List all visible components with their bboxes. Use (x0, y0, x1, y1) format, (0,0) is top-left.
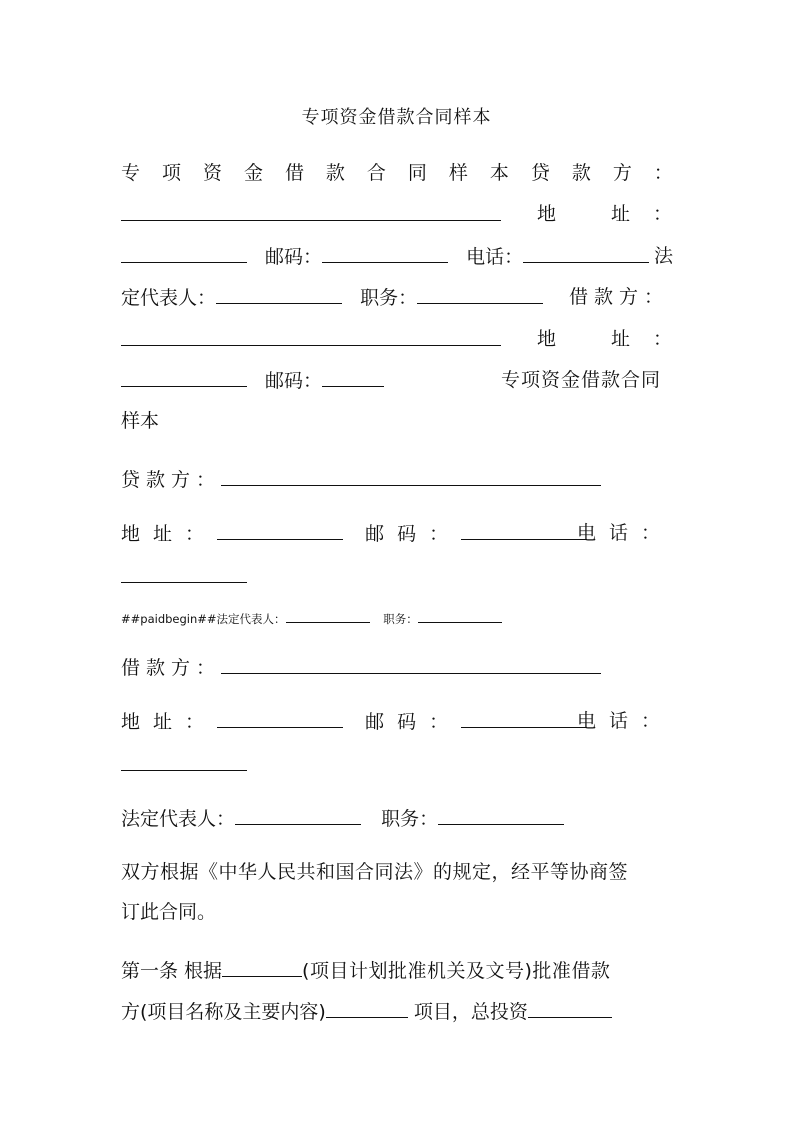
borrower-contact-line: 地址： 邮码： 电话： (121, 706, 673, 736)
approval-blank[interactable] (222, 955, 302, 977)
total-investment-blank[interactable] (528, 996, 612, 1018)
header-line-7: 样本 (121, 410, 160, 432)
lender-phone-blank-line (121, 561, 673, 591)
paid-marker-line: ##paidbegin##法定代表人： 职务： (121, 611, 673, 627)
header-line-5: 地 址 ： (121, 324, 673, 354)
blank-line[interactable] (121, 199, 501, 221)
blank-line[interactable] (322, 241, 448, 263)
legal-rep-line: 法定代表人： 职务： (121, 803, 673, 833)
blank-line[interactable] (121, 324, 501, 346)
blank-line[interactable] (417, 282, 543, 304)
blank-line[interactable] (216, 282, 342, 304)
article-1-line-2: 方(项目名称及主要内容) 项目，总投资 (121, 996, 673, 1026)
lender-line: 贷款方： (121, 464, 673, 494)
blank-line[interactable] (418, 611, 502, 623)
borrower-line: 借款方： (121, 652, 673, 682)
blank-line[interactable] (286, 611, 370, 623)
header-line-6: 邮码： 专项资金借款合同 (121, 365, 673, 395)
lender-postcode-blank[interactable] (461, 518, 587, 540)
blank-line[interactable] (322, 365, 384, 387)
position-blank[interactable] (438, 803, 564, 825)
lender-address-blank[interactable] (217, 518, 343, 540)
header-line-2: 地 址 ： (121, 199, 673, 229)
lender-blank[interactable] (221, 464, 601, 486)
borrower-postcode-blank[interactable] (461, 706, 587, 728)
intro-line-1: 双方根据《中华人民共和国合同法》的规定，经平等协商签 (121, 861, 629, 883)
blank-line[interactable] (523, 241, 649, 263)
article-1-line-1: 第一条 根据 (项目计划批准机关及文号)批准借款 (121, 955, 673, 985)
lender-phone-blank[interactable] (121, 561, 247, 583)
header-line-3: 邮码： 电话： 法 (121, 241, 673, 271)
lender-contact-line: 地址： 邮码： 电话： (121, 518, 673, 548)
borrower-address-blank[interactable] (217, 706, 343, 728)
project-blank[interactable] (326, 996, 408, 1018)
blank-line[interactable] (121, 241, 247, 263)
blank-line[interactable] (121, 365, 247, 387)
borrower-blank[interactable] (221, 652, 601, 674)
borrower-phone-blank-line (121, 749, 673, 779)
header-line-1: 专 项 资 金 借 款 合 同 样 本 贷 款 方 ： (121, 162, 673, 184)
header-line-4: 定代表人： 职务： 借款方： (121, 282, 673, 312)
intro-line-2: 订此合同。 (121, 901, 217, 923)
page-title: 专项资金借款合同样本 (301, 107, 492, 128)
borrower-phone-blank[interactable] (121, 749, 247, 771)
legal-rep-blank[interactable] (235, 803, 361, 825)
